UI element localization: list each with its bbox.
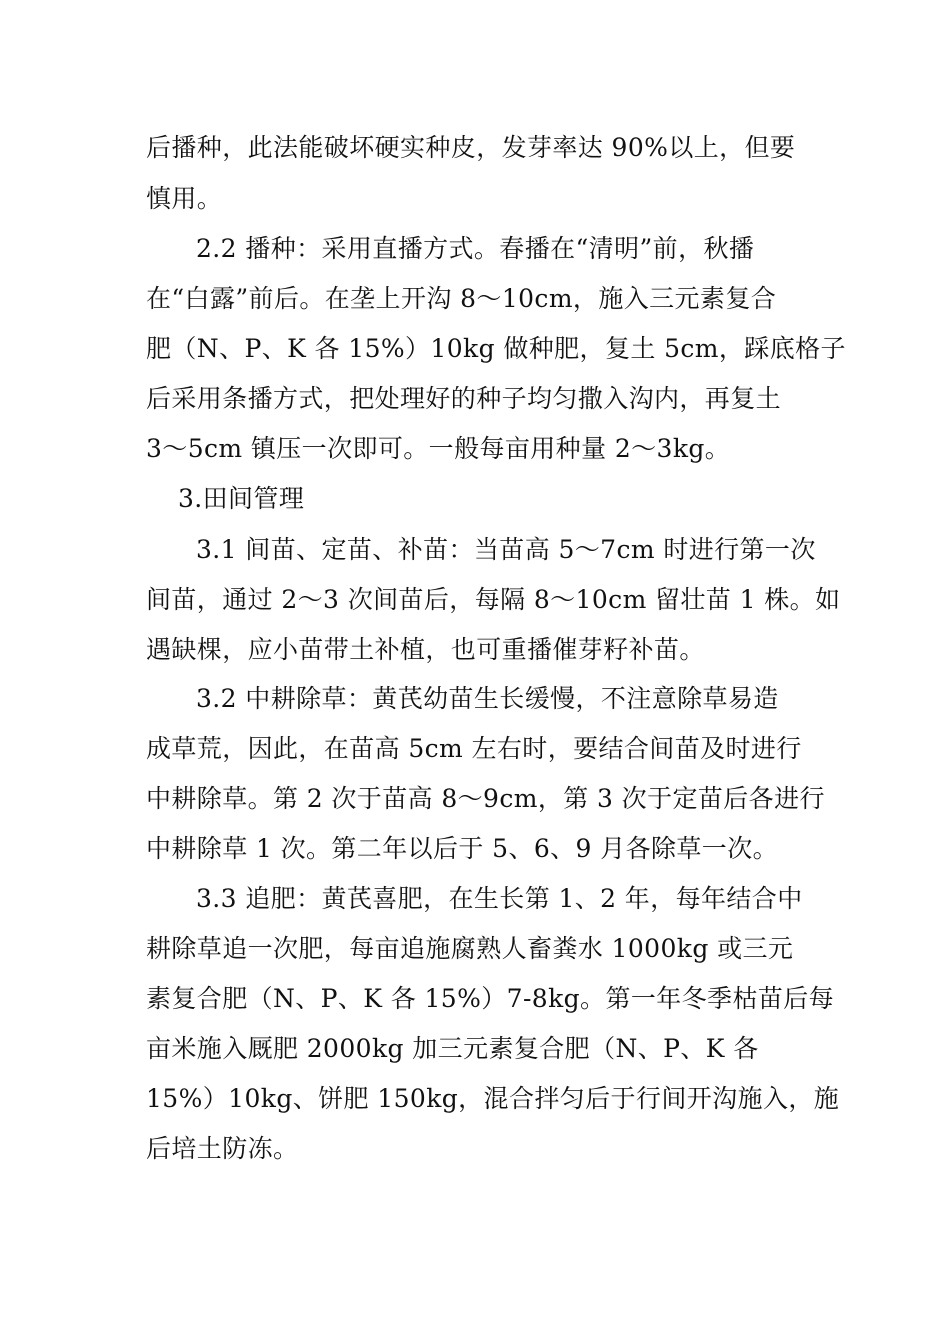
section-3-1-line: 3.1 间苗、定苗、补苗：当苗高 5～7cm 时进行第一次 xyxy=(196,535,816,564)
paragraph-line: 在“白露”前后。在垄上开沟 8～10cm，施入三元素复合 xyxy=(146,284,777,313)
section-3-2-line: 3.2 中耕除草：黄芪幼苗生长缓慢，不注意除草易造 xyxy=(196,684,779,713)
paragraph-line: 15%）10kg、饼肥 150kg，混合拌匀后于行间开沟施入，施 xyxy=(146,1084,840,1113)
paragraph-line: 中耕除草 1 次。第二年以后于 5、6、9 月各除草一次。 xyxy=(146,834,779,863)
paragraph-line: 3～5cm 镇压一次即可。一般每亩用种量 2～3kg。 xyxy=(146,434,731,463)
paragraph-line: 间苗，通过 2～3 次间苗后，每隔 8～10cm 留壮苗 1 株。如 xyxy=(146,585,841,614)
paragraph-line: 亩米施入厩肥 2000kg 加三元素复合肥（N、P、K 各 xyxy=(146,1034,759,1063)
paragraph-line: 中耕除草。第 2 次于苗高 8～9cm，第 3 次于定苗后各进行 xyxy=(146,784,825,813)
paragraph-line: 后采用条播方式，把处理好的种子均匀撒入沟内，再复土 xyxy=(146,384,782,413)
paragraph-line: 遇缺棵，应小苗带土补植，也可重播催芽籽补苗。 xyxy=(146,635,705,664)
section-3-heading: 3.田间管理 xyxy=(178,484,305,513)
paragraph-line: 素复合肥（N、P、K 各 15%）7-8kg。第一年冬季枯苗后每 xyxy=(146,984,835,1013)
paragraph-line: 后培土防冻。 xyxy=(146,1134,299,1163)
paragraph-line: 慎用。 xyxy=(146,184,223,213)
section-3-3-line: 3.3 追肥：黄芪喜肥，在生长第 1、2 年，每年结合中 xyxy=(196,884,803,913)
section-2-2-line: 2.2 播种：采用直播方式。春播在“清明”前，秋播 xyxy=(196,234,755,263)
paragraph-line: 成草荒，因此，在苗高 5cm 左右时，要结合间苗及时进行 xyxy=(146,734,802,763)
paragraph-line: 后播种，此法能破坏硬实种皮，发芽率达 90%以上，但要 xyxy=(146,133,796,162)
paragraph-line: 肥（N、P、K 各 15%）10kg 做种肥，复土 5cm，踩底格子 xyxy=(146,334,846,363)
paragraph-line: 耕除草追一次肥，每亩追施腐熟人畜粪水 1000kg 或三元 xyxy=(146,934,794,963)
